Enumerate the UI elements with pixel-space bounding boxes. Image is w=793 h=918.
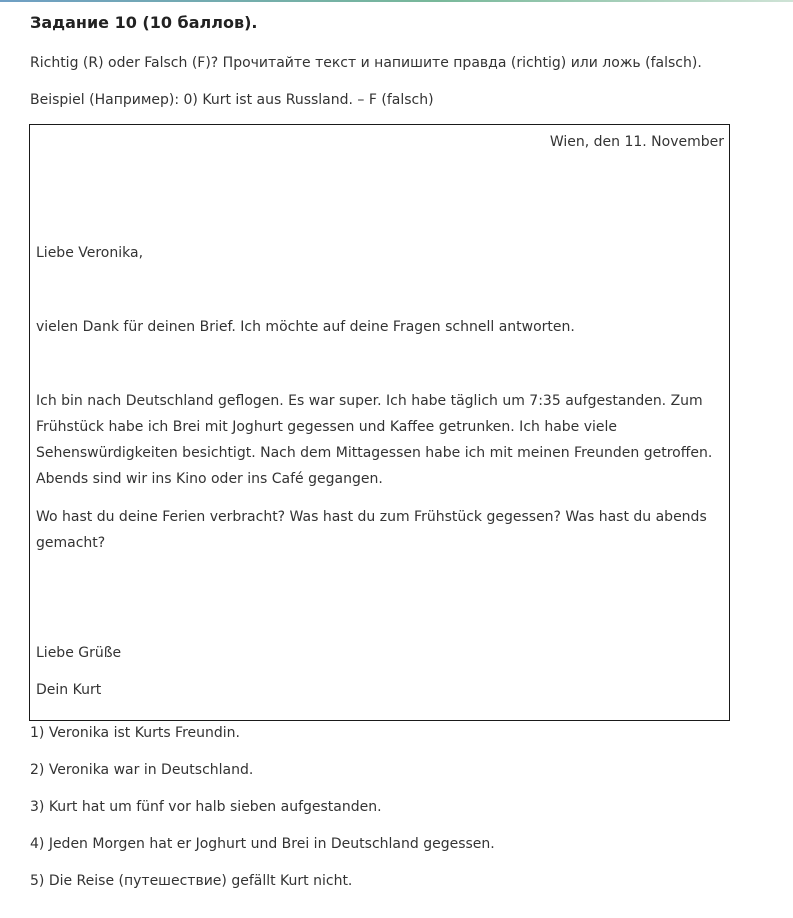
letter-body — [36, 388, 722, 492]
statement-item: 2) Veronika war in Deutschland. — [30, 762, 254, 778]
letter-questions-line: Wo hast du deine Ferien verbracht? Was hast du zum Frühstück gegessen? Was hast du abends — [36, 509, 707, 525]
letter-closing: Liebe Grüße — [36, 645, 122, 661]
top-divider — [0, 0, 793, 2]
letter-date: Wien, den 11. November — [549, 134, 724, 150]
letter-greeting: Liebe Veronika, — [36, 245, 144, 261]
letter-questions — [36, 504, 722, 556]
task-instruction: Richtig (R) oder Falsch (F)? Прочитайте текст и напишите правда (richtig) или ложь (falsch). — [30, 55, 702, 71]
letter-questions-line: gemacht? — [36, 535, 106, 551]
letter-body-line: Frühstück habe ich Brei mit Joghurt gegessen und Kaffee getrunken. Ich habe viele — [36, 419, 618, 435]
letter-body-line: Abends sind wir ins Kino oder ins Café gegangen. — [36, 471, 383, 487]
statement-item: 3) Kurt hat um fünf vor halb sieben aufgestanden. — [30, 799, 382, 815]
statement-item: 5) Die Reise (путешествие) gefällt Kurt nicht. — [30, 873, 353, 889]
statement-item: 4) Jeden Morgen hat er Joghurt und Brei in Deutschland gegessen. — [30, 836, 495, 852]
task-title: Задание 10 (10 баллов). — [30, 13, 258, 32]
task-example: Beispiel (Например): 0) Kurt ist aus Russland. – F (falsch) — [30, 92, 434, 108]
letter-intro: vielen Dank für deinen Brief. Ich möchte auf deine Fragen schnell antworten. — [36, 319, 575, 335]
letter-signature: Dein Kurt — [36, 682, 102, 698]
letter-body-line: Ich bin nach Deutschland geflogen. Es war super. Ich habe täglich um 7:35 aufgestanden. Zum — [36, 393, 703, 409]
statement-item: 1) Veronika ist Kurts Freundin. — [30, 725, 240, 741]
letter-box — [29, 124, 730, 721]
letter-body-line: Sehenswürdigkeiten besichtigt. Nach dem Mittagessen habe ich mit meinen Freunden getroffen. — [36, 445, 713, 461]
